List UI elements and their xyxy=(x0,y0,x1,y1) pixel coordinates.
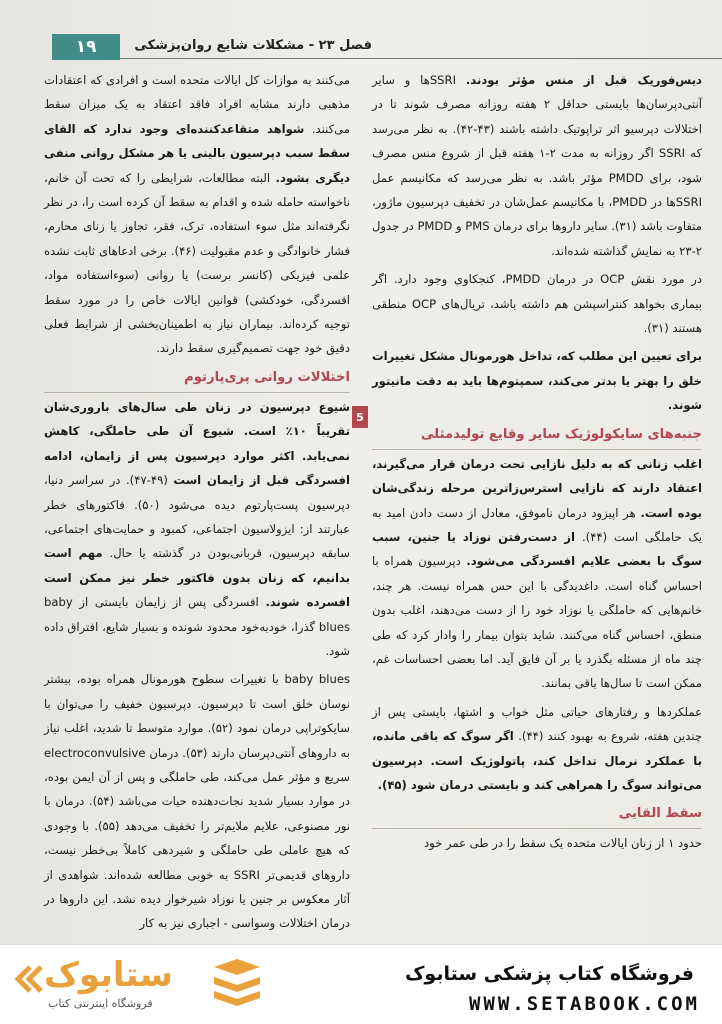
paragraph: حدود ۱ از زنان ایالات متحده یک سقط را در طی عمر خود xyxy=(423,836,702,851)
paragraph: baby blues با تغییرات سطوح هورمونال همراه بوده، بیشتر نوسان خلق است تا دپرسیون. دپرسیون خفیف را می‌توان با سایکوتراپی درمان نمود (۵۲). موارد متوسط تا شدید، اغلب نیاز به داروهای آنتی‌دپرسان دارند (۵۳). درمان electroconvulsive سریع و مؤثر عمل می‌کند، طی حاملگی و پس از آن ایمن بوده، در موارد بسیار شدید نجات‌دهنده حیات می‌باشد (۵۴). درمان با نور مصنوعی، علایم ملایم‌تر را تخفیف می‌دهد (۵۵). با وجودی که هیچ عاملی طی حاملگی و شیردهی کاملاً بی‌خطر نیست، داروهای قدیمی‌تر SSRI به خوبی مطالعه شده‌اند. شواهدی از آثار معکوس بر جنین یا نوزاد شیرخوار دیده نشد. این داروها در درمان اختلالات وسواسی - اجباری نیز به کار xyxy=(44,672,350,931)
store-url-link[interactable]: WWW.SETABOOK.COM xyxy=(468,993,700,1015)
store-logo[interactable] xyxy=(14,955,274,1017)
chevron-left-icon xyxy=(14,963,44,995)
section-heading: اختلالات روانی پری‌پارتوم xyxy=(44,365,350,393)
paragraph xyxy=(372,68,702,263)
body-text: البته مطالعات، شرایطی را که تحت آن خانم، ناخواسته حامله شده و اقدام به سقط آن کرده است را، در نظر نگرفته‌اند مثل سوء استفاده، ترک، فقر، تجاوز یا زنای محارم، فشار خانوادگی و عدم مقبولیت (۴۶). برخی ادعاهای ثابت نشده علمی فیزیکی (کانسر برست) یا روانی (سوءاستفاده مواد، افسردگی، خودکشی) قوانین ایالات خاص را در مورد سقط توجیه کرده‌اند. بیماران نیاز به اطمینان‌بخشی از شرایط فعلی دقیق خود جهت تصمیم‌گیری سقط دارند. xyxy=(44,170,350,356)
section-number-tag: 5 xyxy=(352,406,368,428)
bold-text: اغلب زنانی که به دلیل نازایی تحت درمان قرار می‌گیرند، اعتقاد دارند که نازایی استرس‌زاترین مرحله زندگی‌شان بوده است. xyxy=(372,456,702,520)
paragraph xyxy=(372,452,702,696)
body-text: (۴۹-۴۷). در سراسر دنیا، دپرسیون پست‌پارتوم دیده می‌شود (۵۰). فاکتورهای خطر عبارتند از: ایزولاسیون اجتماعی، کمبود و حمایت‌های اجتماعی، سابقه دپرسیون، قربانی‌بودن در گذشته یا حال. xyxy=(44,473,350,561)
store-name: فروشگاه کتاب پزشکی ستابوک xyxy=(404,963,694,985)
page-number: ۱۹ xyxy=(52,34,120,60)
paragraph xyxy=(372,700,702,798)
bold-text: اگر سوگ که باقی مانده، با عملکرد نرمال تداخل کند، پاتولوژیک است. دپرسیون می‌تواند سوگ را همراهی کند و بایستی درمان شود (۴۵). xyxy=(372,729,702,792)
logo-wordmark: ستابوک xyxy=(44,955,173,995)
logo-subtitle: فروشگاه اینترنتی کتاب xyxy=(48,997,153,1010)
section-heading: جنبه‌های سایکولوژیک سایر وقایع تولیدمثلی xyxy=(372,422,702,450)
body-text: عملکردها و رفتارهای حیاتی مثل خواب و اشتها، بایستی پس از چندین هفته، شروع به بهبود کنند (۴۴). xyxy=(372,704,702,744)
bold-text: مهم است بدانیم، که زنان بدون فاکتور خطر نیز ممکن است افسرده شوند. xyxy=(44,546,350,610)
body-text: می‌کنند به موازات کل ایالات متحده است و افرادی که اعتقادات مذهبی دارند مشابه افراد فاقد اعتقاد به یک میزان سقط می‌کنند. xyxy=(44,73,350,136)
chapter-title: فصل ۲۳ - مشکلات شایع روان‌پزشکی xyxy=(134,38,372,53)
right-column xyxy=(372,68,702,860)
book-stack-icon xyxy=(210,957,264,1013)
left-column xyxy=(44,68,350,940)
paragraph: برای تعیین این مطلب که، تداخل هورمونال مشکل تغییرات خلق را بهتر یا بدتر می‌کند، سمپتوم‌ها باید به دقت مانیتور شوند. xyxy=(372,349,702,413)
bold-text: از دست‌رفتن نوزاد یا جنین، سبب سوگ با بعضی علایم افسردگی می‌شود. xyxy=(372,529,703,569)
bold-text: شواهد متقاعدکننده‌ای وجود ندارد که القای سقط سبب دپرسیون بالینی یا هر مشکل روانی منفی دیگری بشود. xyxy=(44,121,350,185)
body-text: افسردگی پس از زایمان بایستی از baby blues گذرا، خودبه‌خود محدود شونده و بسیار شایع، افتراق داده شود. xyxy=(44,595,350,658)
bold-text: شیوع دپرسیون در زنان طی سال‌های باروری‌شان تقریباً ۱۰٪ است. شیوع آن طی حاملگی، کاهش نمی‌یابد. اکثر موارد دپرسیون پس از زایمان، ادامه افسردگی قبل از زایمان است xyxy=(44,399,350,488)
section-heading: سقط القایی xyxy=(372,801,702,829)
store-footer-banner[interactable] xyxy=(0,944,722,1024)
body-text: SSRIها و سایر آنتی‌دپرسان‌ها بایستی حداقل ۲ هفته روزانه مصرف شوند تا در اختلالات دپرسیو اثر تراپوتیک داشته باشند (۴۳-۴۲). به نظر می‌رسد که SSRI اگر روزانه به مدت ۲-۱ هفته قبل از شروع منس مصرف شود، برای PMDD مؤثر باشد. به نظر می‌رسد که مکانیسم عمل SSRIها در PMDD، با مکانیسم عمل‌شان در تخفیف دپرسیون ماژور، متفاوت باشد (۳۱). سایر داروها برای درمان PMS و PMDD در جدول ۲-۲۳ به نمایش گذاشته شده‌اند. xyxy=(372,73,702,258)
header-divider xyxy=(120,58,722,59)
paragraph xyxy=(44,395,350,663)
body-text: دپرسیون همراه با احساس گناه است. داغدیدگی با این حس همراه نیست. هر چند، خانم‌هایی که حاملگی یا نوزاد خود را از دست می‌دهند، اغلب بدون منطق، احساس گناه می‌کنند. شاید بتوان بیمار را وادار کرد که طی چند ماه از مسئله بگذرد یا بر آن فایق آید. اما بعضی احساسات غم، ممکن است تا سال‌ها باقی بمانند. xyxy=(372,554,702,691)
bold-text: دیس‌فوریک قبل از منس مؤثر بودند. xyxy=(465,73,703,87)
paragraph: در مورد نقش OCP در درمان PMDD، کنجکاوی وجود دارد. اگر بیماری بخواهد کنتراسپشن هم داشته باشد، تریال‌های OCP منطقی هستند (۳۱). xyxy=(372,272,703,336)
paragraph xyxy=(44,68,350,361)
body-text: هر اپیزود درمان ناموفق، معادل از دست دادن امید به یک حاملگی است (۴۴). xyxy=(372,505,702,544)
